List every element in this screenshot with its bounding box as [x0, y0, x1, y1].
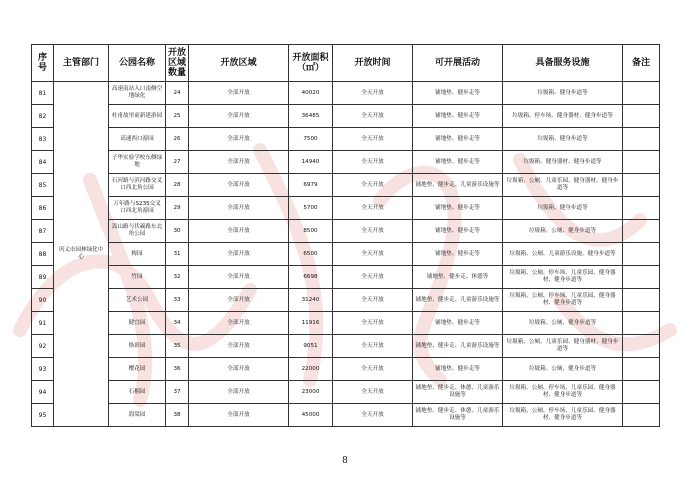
cell-facilities: 垃圾箱、公厕、健身步道等: [503, 312, 623, 335]
cell-seq: 85: [32, 174, 54, 197]
header-remark: 备注: [623, 45, 660, 82]
page-number: 8: [342, 456, 348, 466]
cell-facilities: 垃圾箱、公厕、健身步道等: [503, 358, 623, 381]
cell-area: 45000: [289, 404, 333, 427]
cell-seq: 82: [32, 105, 54, 128]
cell-time: 全天开放: [333, 312, 413, 335]
cell-area: 40020: [289, 82, 333, 105]
cell-zone: 全部开放: [189, 128, 289, 151]
header-activities: 可开展活动: [413, 45, 503, 82]
cell-facilities: 垃圾箱、公厕、停车场、儿童乐园、健身器材、健身步道等: [503, 381, 623, 404]
cell-facilities: 垃圾箱、公厕、健身步道等: [503, 220, 623, 243]
cell-seq: 90: [32, 289, 54, 312]
cell-activities: 铺地垫、健步走等: [413, 220, 503, 243]
cell-name: 杜甫故里前新建游园: [109, 105, 166, 128]
table-row: [32, 128, 660, 151]
cell-seq: 87: [32, 220, 54, 243]
cell-count: 34: [166, 312, 189, 335]
cell-seq: 92: [32, 335, 54, 358]
cell-zone: 全部开放: [189, 220, 289, 243]
cell-facilities: 垃圾箱、公厕、停车场、儿童乐园、健身器材、健身步道等: [503, 404, 623, 427]
cell-time: 全天开放: [333, 289, 413, 312]
cell-name: 嵩山路与伏羲路东北角公园: [109, 220, 166, 243]
cell-activities: 铺地垫、健步走等: [413, 358, 503, 381]
table-row: [32, 220, 660, 243]
cell-count: 37: [166, 381, 189, 404]
cell-seq: 89: [32, 266, 54, 289]
cell-count: 24: [166, 82, 189, 105]
cell-time: 全天开放: [333, 266, 413, 289]
cell-remark: [623, 312, 660, 335]
cell-remark: [623, 151, 660, 174]
cell-zone: 全部开放: [189, 289, 289, 312]
cell-time: 全天开放: [333, 335, 413, 358]
cell-zone: 全部开放: [189, 243, 289, 266]
cell-zone: 全部开放: [189, 266, 289, 289]
cell-count: 25: [166, 105, 189, 128]
cell-name: 高速南站入口南侧空地绿化: [109, 82, 166, 105]
cell-time: 全天开放: [333, 128, 413, 151]
cell-activities: 铺地垫、健步走等: [413, 151, 503, 174]
cell-seq: 81: [32, 82, 54, 105]
table-row: [32, 105, 660, 128]
cell-count: 30: [166, 220, 189, 243]
header-facilities: 具备服务设施: [503, 45, 623, 82]
cell-seq: 88: [32, 243, 54, 266]
cell-area: 22000: [289, 358, 333, 381]
cell-facilities: 垃圾箱、公厕、停车场、儿童乐园、健身器材、健身步道等: [503, 266, 623, 289]
cell-area: 5700: [289, 197, 333, 220]
cell-area: 6698: [289, 266, 333, 289]
cell-facilities: 垃圾箱、公厕、儿童游乐设施、健身步道等: [503, 243, 623, 266]
cell-time: 全天开放: [333, 174, 413, 197]
cell-activities: 铺地垫、健步走、休憩等: [413, 266, 503, 289]
cell-activities: 铺地垫、健步走等: [413, 243, 503, 266]
cell-area: 14940: [289, 151, 333, 174]
cell-time: 全天开放: [333, 197, 413, 220]
cell-zone: 全部开放: [189, 105, 289, 128]
cell-area: 11916: [289, 312, 333, 335]
cell-activities: 铺地垫、健步走等: [413, 312, 503, 335]
cell-remark: [623, 128, 660, 151]
cell-name: 梅园: [109, 243, 166, 266]
cell-area: 6979: [289, 174, 333, 197]
cell-time: 全天开放: [333, 404, 413, 427]
cell-seq: 91: [32, 312, 54, 335]
cell-time: 全天开放: [333, 105, 413, 128]
cell-activities: 铺地垫、健步走等: [413, 128, 503, 151]
header-time: 开放时间: [333, 45, 413, 82]
cell-area: 31240: [289, 289, 333, 312]
header-area: 开放面积（㎡）: [289, 45, 333, 82]
cell-seq: 83: [32, 128, 54, 151]
cell-activities: 铺地垫、健步走、休憩、儿童游乐设施等: [413, 381, 503, 404]
cell-name: 高速西口游园: [109, 128, 166, 151]
cell-count: 32: [166, 266, 189, 289]
cell-seq: 84: [32, 151, 54, 174]
table-row: [32, 243, 660, 266]
cell-area: 8500: [289, 220, 333, 243]
cell-time: 全天开放: [333, 358, 413, 381]
cell-zone: 全部开放: [189, 197, 289, 220]
table-row: [32, 197, 660, 220]
cell-zone: 全部开放: [189, 174, 289, 197]
table-row: [32, 312, 660, 335]
cell-seq: 86: [32, 197, 54, 220]
cell-zone: 全部开放: [189, 312, 289, 335]
cell-zone: 全部开放: [189, 151, 289, 174]
header-dept: 主管部门: [54, 45, 109, 82]
table-row: [32, 404, 660, 427]
cell-activities: 铺地垫、健步走等: [413, 82, 503, 105]
cell-count: 31: [166, 243, 189, 266]
table-row: [32, 358, 660, 381]
cell-name: 海棠园: [109, 404, 166, 427]
cell-count: 26: [166, 128, 189, 151]
table-row: [32, 266, 660, 289]
cell-facilities: 垃圾箱、健身器材、健身步道等: [503, 151, 623, 174]
cell-count: 36: [166, 358, 189, 381]
cell-remark: [623, 358, 660, 381]
header-zone-count: 开放区域数量: [166, 45, 189, 82]
cell-name: 樱花园: [109, 358, 166, 381]
cell-count: 28: [166, 174, 189, 197]
cell-remark: [623, 82, 660, 105]
cell-activities: 铺地垫、健步走等: [413, 105, 503, 128]
cell-seq: 94: [32, 381, 54, 404]
cell-seq: 95: [32, 404, 54, 427]
cell-facilities: 垃圾箱、健身步道等: [503, 128, 623, 151]
cell-count: 33: [166, 289, 189, 312]
cell-facilities: 垃圾箱、公厕、儿童乐园、健身器材、健身步道等: [503, 174, 623, 197]
table-row: [32, 289, 660, 312]
table-row: [32, 174, 660, 197]
cell-count: 38: [166, 404, 189, 427]
header-name: 公园名称: [109, 45, 166, 82]
cell-remark: [623, 174, 660, 197]
cell-name: 竹园: [109, 266, 166, 289]
cell-activities: 铺地垫、健步走、休憩、儿童游乐设施等: [413, 404, 503, 427]
cell-name: 石榴园: [109, 381, 166, 404]
cell-activities: 铺地垫、健步走、儿童游乐设施等: [413, 289, 503, 312]
cell-zone: 全部开放: [189, 82, 289, 105]
cell-count: 35: [166, 335, 189, 358]
parks-table: [31, 44, 660, 427]
cell-remark: [623, 243, 660, 266]
cell-zone: 全部开放: [189, 381, 289, 404]
cell-name: 万年路与S235交叉口西北角游园: [109, 197, 166, 220]
cell-name: 艺术公园: [109, 289, 166, 312]
cell-facilities: 垃圾箱、公厕、停车场、儿童乐园、健身器材、健身步道等: [503, 289, 623, 312]
cell-name: 子华实验学校东侧绿地: [109, 151, 166, 174]
cell-time: 全天开放: [333, 381, 413, 404]
cell-remark: [623, 335, 660, 358]
cell-name: 石河路与滨河路交叉口西北角公园: [109, 174, 166, 197]
cell-count: 27: [166, 151, 189, 174]
header-seq: 序号: [32, 45, 54, 82]
cell-activities: 铺地垫、健步走等: [413, 197, 503, 220]
cell-area: 9051: [289, 335, 333, 358]
cell-zone: 全部开放: [189, 404, 289, 427]
header-row: [32, 45, 660, 82]
cell-remark: [623, 289, 660, 312]
cell-zone: 全部开放: [189, 358, 289, 381]
cell-department: 巩义市园林绿化中心: [54, 82, 109, 427]
cell-area: 23000: [289, 381, 333, 404]
cell-remark: [623, 404, 660, 427]
cell-facilities: 垃圾箱、健身步道等: [503, 197, 623, 220]
cell-remark: [623, 220, 660, 243]
cell-zone: 全部开放: [189, 335, 289, 358]
cell-facilities: 垃圾箱、停车场、健身器材、健身步道等: [503, 105, 623, 128]
cell-remark: [623, 381, 660, 404]
cell-area: 36485: [289, 105, 333, 128]
table-row: [32, 82, 660, 105]
cell-remark: [623, 197, 660, 220]
cell-activities: 铺地垫、健步走、儿童游乐设施等: [413, 335, 503, 358]
cell-seq: 93: [32, 358, 54, 381]
cell-time: 全天开放: [333, 151, 413, 174]
header-zone: 开放区域: [189, 45, 289, 82]
cell-area: 7500: [289, 128, 333, 151]
cell-activities: 铺地垫、健步走、儿童游乐设施等: [413, 174, 503, 197]
table-row: [32, 151, 660, 174]
cell-time: 全天开放: [333, 220, 413, 243]
cell-name: 焕彩园: [109, 335, 166, 358]
cell-area: 6500: [289, 243, 333, 266]
cell-name: 健宜园: [109, 312, 166, 335]
cell-time: 全天开放: [333, 82, 413, 105]
table-row: [32, 335, 660, 358]
table-row: [32, 381, 660, 404]
cell-facilities: 垃圾箱、健身步道等: [503, 82, 623, 105]
cell-remark: [623, 266, 660, 289]
cell-remark: [623, 105, 660, 128]
cell-time: 全天开放: [333, 243, 413, 266]
cell-facilities: 垃圾箱、公厕、儿童乐园、健身器材、健身步道等: [503, 335, 623, 358]
cell-count: 29: [166, 197, 189, 220]
